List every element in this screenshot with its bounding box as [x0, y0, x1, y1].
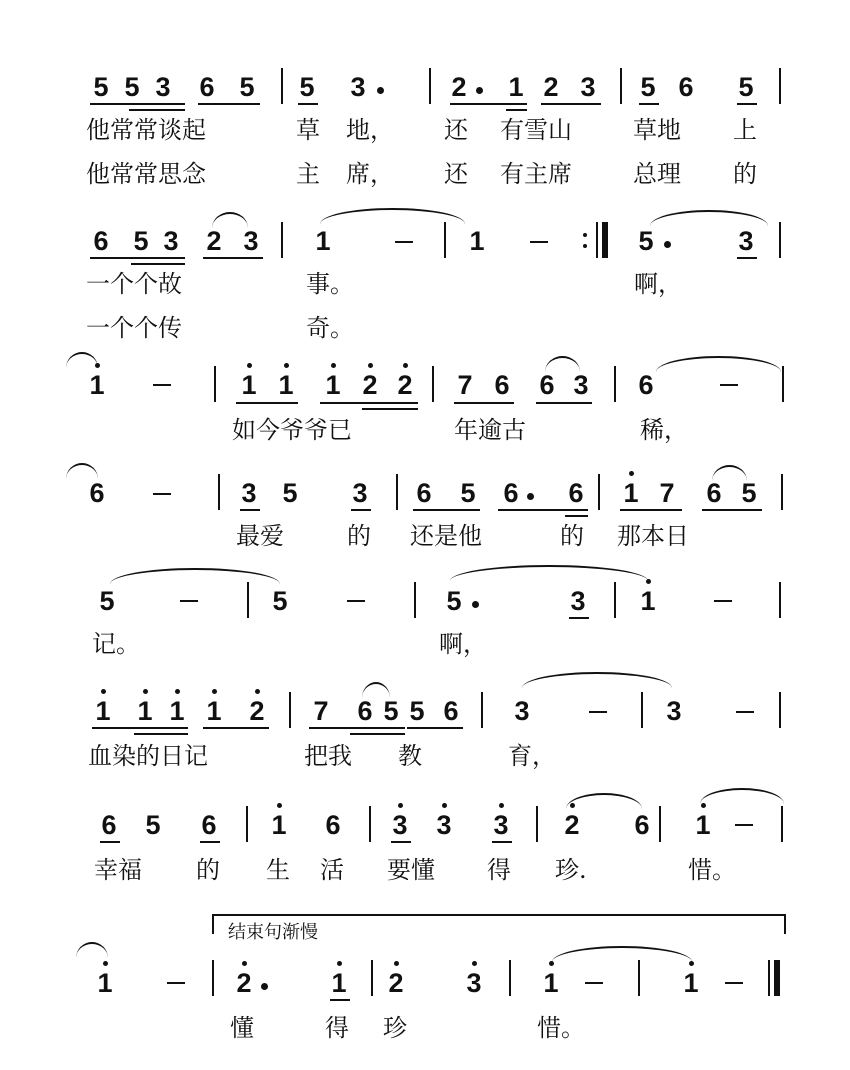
- dash-extension: [735, 824, 753, 826]
- note: 3: [573, 370, 589, 400]
- lyric: 把我: [304, 742, 352, 770]
- barline: [620, 68, 622, 104]
- barline: [614, 366, 616, 402]
- lyric: 记。: [92, 630, 140, 658]
- underline-eighth: [737, 257, 757, 259]
- note: 3: [352, 478, 368, 508]
- tie: [552, 946, 692, 962]
- lyric: 幸福: [94, 856, 142, 884]
- tie-continuation: [66, 463, 98, 479]
- note: 5: [272, 586, 288, 616]
- note: 6: [706, 478, 722, 508]
- barline: [212, 960, 214, 996]
- note: 6: [634, 810, 650, 840]
- note: 6: [93, 226, 109, 256]
- underline-eighth: [330, 999, 350, 1001]
- barline: [779, 582, 781, 618]
- tie-continuation: [66, 352, 98, 368]
- dash-extension: [720, 384, 738, 386]
- barline: [444, 222, 446, 258]
- note: 6: [89, 478, 105, 508]
- underline-eighth: [492, 841, 512, 843]
- lyric: 懂: [230, 1014, 254, 1042]
- underline-sixteenth: [350, 733, 405, 735]
- note: 5: [741, 478, 757, 508]
- underline-eighth: [450, 103, 527, 105]
- lyric: 那本日: [617, 522, 689, 550]
- dash-extension: [530, 241, 548, 243]
- note: 5: [638, 226, 654, 256]
- underline-eighth: [569, 617, 589, 619]
- lyric: 的: [196, 856, 220, 884]
- note: 6: [101, 810, 117, 840]
- barline: [432, 366, 434, 402]
- barline: [536, 806, 538, 842]
- note-high: 2: [359, 370, 381, 400]
- lyric: 上: [733, 116, 757, 144]
- lyric: 年逾古: [454, 416, 526, 444]
- lyric: 草: [296, 116, 320, 144]
- note-high: 1: [94, 968, 116, 998]
- note: 2: [451, 72, 467, 102]
- underline-sixteenth: [129, 109, 185, 111]
- note: 3: [241, 478, 257, 508]
- barline: [396, 474, 398, 510]
- underline-sixteenth: [134, 733, 188, 735]
- note: 6: [503, 478, 519, 508]
- barline: [281, 222, 283, 258]
- barline: [414, 582, 416, 618]
- note: 5: [239, 72, 255, 102]
- note-high: 3: [463, 968, 485, 998]
- underline-eighth: [309, 727, 405, 729]
- note: 1: [315, 226, 331, 256]
- lyric: 他常常思念: [86, 160, 206, 188]
- lyric: 教: [398, 742, 422, 770]
- lyric: 的: [560, 522, 584, 550]
- note: 5: [99, 586, 115, 616]
- underline-sixteenth: [362, 408, 418, 410]
- lyric: 育，: [508, 742, 556, 770]
- barline: [214, 366, 216, 402]
- note: 5: [93, 72, 109, 102]
- lyric: 啊，: [634, 270, 682, 298]
- underline-sixteenth: [131, 263, 185, 265]
- note-high: 1: [268, 810, 290, 840]
- note-high: 1: [238, 370, 260, 400]
- slur: [362, 682, 390, 698]
- note-high: 3: [433, 810, 455, 840]
- underline-eighth: [90, 257, 185, 259]
- underline-sixteenth: [506, 109, 527, 111]
- note-high: 1: [92, 696, 114, 726]
- barline: [218, 474, 220, 510]
- barline: [781, 806, 783, 842]
- barline: [779, 222, 781, 258]
- lyric: 稀，: [640, 416, 688, 444]
- underline-eighth: [407, 727, 463, 729]
- tie: [656, 356, 781, 372]
- underline-eighth: [454, 402, 514, 404]
- dash-extension: [714, 600, 732, 602]
- underline-eighth: [200, 841, 220, 843]
- underline-sixteenth: [565, 515, 588, 517]
- note-high: 3: [490, 810, 512, 840]
- note-high: 2: [394, 370, 416, 400]
- note: 7: [659, 478, 675, 508]
- lyric: 席，: [346, 160, 394, 188]
- lyric: 要懂: [387, 856, 435, 884]
- tie-continuation: [76, 942, 108, 958]
- note: 2: [543, 72, 559, 102]
- underline-eighth: [320, 402, 418, 404]
- lyric: 奇。: [306, 314, 354, 342]
- underline-eighth: [639, 103, 659, 105]
- dash-extension: [736, 711, 754, 713]
- slur: [212, 212, 248, 228]
- repeat-end-barline[interactable]: [596, 222, 598, 258]
- augmentation-dot: [377, 87, 384, 94]
- underline-eighth: [100, 841, 120, 843]
- repeat-dot: [583, 244, 587, 248]
- note: 3: [580, 72, 596, 102]
- note-high: 1: [540, 968, 562, 998]
- note-high: 1: [134, 696, 156, 726]
- underline-eighth: [203, 257, 263, 259]
- lyric: 得: [325, 1014, 349, 1042]
- note: 5: [282, 478, 298, 508]
- note: 5: [124, 72, 140, 102]
- lyric: 得: [487, 856, 511, 884]
- underline-eighth: [391, 841, 411, 843]
- note-high: 2: [246, 696, 268, 726]
- underline-eighth: [351, 509, 371, 511]
- note-high: 1: [322, 370, 344, 400]
- repeat-end-barline-thick: [602, 222, 608, 258]
- barline: [481, 692, 483, 728]
- dash-extension: [585, 982, 603, 984]
- note: 3: [163, 226, 179, 256]
- lyric: 主: [296, 160, 320, 188]
- note: 3: [666, 696, 682, 726]
- slur: [566, 793, 642, 809]
- note-high: 1: [692, 810, 714, 840]
- lyric: 珍.: [555, 856, 587, 884]
- note-high: 1: [637, 586, 659, 616]
- note: 5: [640, 72, 656, 102]
- underline-eighth: [236, 402, 298, 404]
- note: 5: [299, 72, 315, 102]
- note-high: 2: [385, 968, 407, 998]
- lyric: 活: [320, 856, 344, 884]
- barline: [659, 806, 661, 842]
- lyric: 惜。: [688, 856, 736, 884]
- note: 6: [199, 72, 215, 102]
- dash-extension: [725, 982, 743, 984]
- barline: [369, 806, 371, 842]
- note-high: 2: [561, 810, 583, 840]
- underline-eighth: [413, 509, 480, 511]
- lyric: 血染的日记: [88, 742, 208, 770]
- dash-extension: [395, 241, 413, 243]
- barline: [638, 960, 640, 996]
- barline: [429, 68, 431, 104]
- tie: [110, 568, 280, 584]
- note: 5: [460, 478, 476, 508]
- lyric: 还是他: [410, 522, 482, 550]
- lyric: 珍: [383, 1014, 407, 1042]
- note: 6: [357, 696, 373, 726]
- augmentation-dot: [527, 493, 534, 500]
- augmentation-dot: [664, 241, 671, 248]
- lyric: 草地: [633, 116, 681, 144]
- slur: [650, 210, 768, 226]
- note: 7: [313, 696, 329, 726]
- note: 1: [469, 226, 485, 256]
- note: 3: [570, 586, 586, 616]
- note: 3: [243, 226, 259, 256]
- note: 7: [457, 370, 473, 400]
- note-high: 3: [389, 810, 411, 840]
- note: 5: [383, 696, 399, 726]
- lyric: 有雪山: [500, 116, 572, 144]
- repeat-dot: [583, 233, 587, 237]
- underline-eighth: [737, 103, 757, 105]
- note: 5: [133, 226, 149, 256]
- underline-eighth: [90, 103, 185, 105]
- note: 3: [350, 72, 366, 102]
- underline-eighth: [498, 509, 588, 511]
- tempo-annotation: 结束句渐慢: [228, 922, 318, 943]
- final-barline-thick: [774, 960, 780, 996]
- note: 6: [568, 478, 584, 508]
- note: 5: [409, 696, 425, 726]
- barline: [246, 806, 248, 842]
- note: 6: [678, 72, 694, 102]
- barline: [509, 960, 511, 996]
- barline: [779, 68, 781, 104]
- barline: [247, 582, 249, 618]
- lyric: 还: [444, 160, 468, 188]
- lyric: 还: [444, 116, 468, 144]
- note-high: 1: [166, 696, 188, 726]
- underline-eighth: [541, 103, 601, 105]
- note: 6: [443, 696, 459, 726]
- augmentation-dot: [472, 601, 479, 608]
- dash-extension: [153, 493, 171, 495]
- note-high: 1: [620, 478, 642, 508]
- barline: [281, 68, 283, 104]
- note-high: 1: [203, 696, 225, 726]
- lyric: 地，: [346, 116, 394, 144]
- tie: [522, 672, 672, 688]
- lyric: 总理: [633, 160, 681, 188]
- underline-eighth: [298, 103, 318, 105]
- augmentation-dot: [261, 983, 268, 990]
- dash-extension: [180, 600, 198, 602]
- final-barline-thin: [768, 960, 770, 996]
- note: 5: [446, 586, 462, 616]
- slur: [545, 356, 580, 372]
- lyric: 生: [266, 856, 290, 884]
- note-high: 1: [680, 968, 702, 998]
- note: 1: [508, 72, 524, 102]
- barline: [782, 366, 784, 402]
- barline: [614, 582, 616, 618]
- note: 6: [494, 370, 510, 400]
- lyric: 如今爷爷已: [232, 416, 352, 444]
- note-high: 1: [275, 370, 297, 400]
- underline-eighth: [702, 509, 762, 511]
- dash-extension: [153, 384, 171, 386]
- dash-extension: [347, 600, 365, 602]
- lyric: 最爱: [236, 522, 284, 550]
- barline: [781, 474, 783, 510]
- barline: [641, 692, 643, 728]
- underline-eighth: [620, 509, 682, 511]
- note: 3: [738, 226, 754, 256]
- dash-extension: [167, 982, 185, 984]
- underline-eighth: [536, 402, 592, 404]
- slur: [450, 565, 648, 581]
- tie: [700, 788, 784, 804]
- note: 5: [145, 810, 161, 840]
- barline: [598, 474, 600, 510]
- underline-eighth: [203, 727, 269, 729]
- barline: [371, 960, 373, 996]
- barline: [779, 692, 781, 728]
- lyric: 的: [733, 160, 757, 188]
- note-high: 1: [328, 968, 350, 998]
- lyric: 一个个传: [86, 314, 182, 342]
- underline-eighth: [240, 509, 260, 511]
- dash-extension: [589, 711, 607, 713]
- underline-eighth: [92, 727, 188, 729]
- note-high: 1: [86, 370, 108, 400]
- note: 6: [325, 810, 341, 840]
- note: 6: [539, 370, 555, 400]
- lyric: 的: [347, 522, 371, 550]
- lyric: 事。: [306, 270, 354, 298]
- lyric: 惜。: [537, 1014, 585, 1042]
- lyric: 一个个故: [86, 270, 182, 298]
- note: 6: [638, 370, 654, 400]
- augmentation-dot: [476, 87, 483, 94]
- note: 3: [514, 696, 530, 726]
- note-high: 2: [233, 968, 255, 998]
- lyric: 啊，: [439, 630, 487, 658]
- note: 2: [206, 226, 222, 256]
- slur: [712, 465, 747, 481]
- note: 6: [201, 810, 217, 840]
- lyric: 他常常谈起: [86, 116, 206, 144]
- note: 3: [155, 72, 171, 102]
- barline: [289, 692, 291, 728]
- note: 6: [416, 478, 432, 508]
- note: 5: [738, 72, 754, 102]
- underline-eighth: [198, 103, 260, 105]
- lyric: 有主席: [500, 160, 572, 188]
